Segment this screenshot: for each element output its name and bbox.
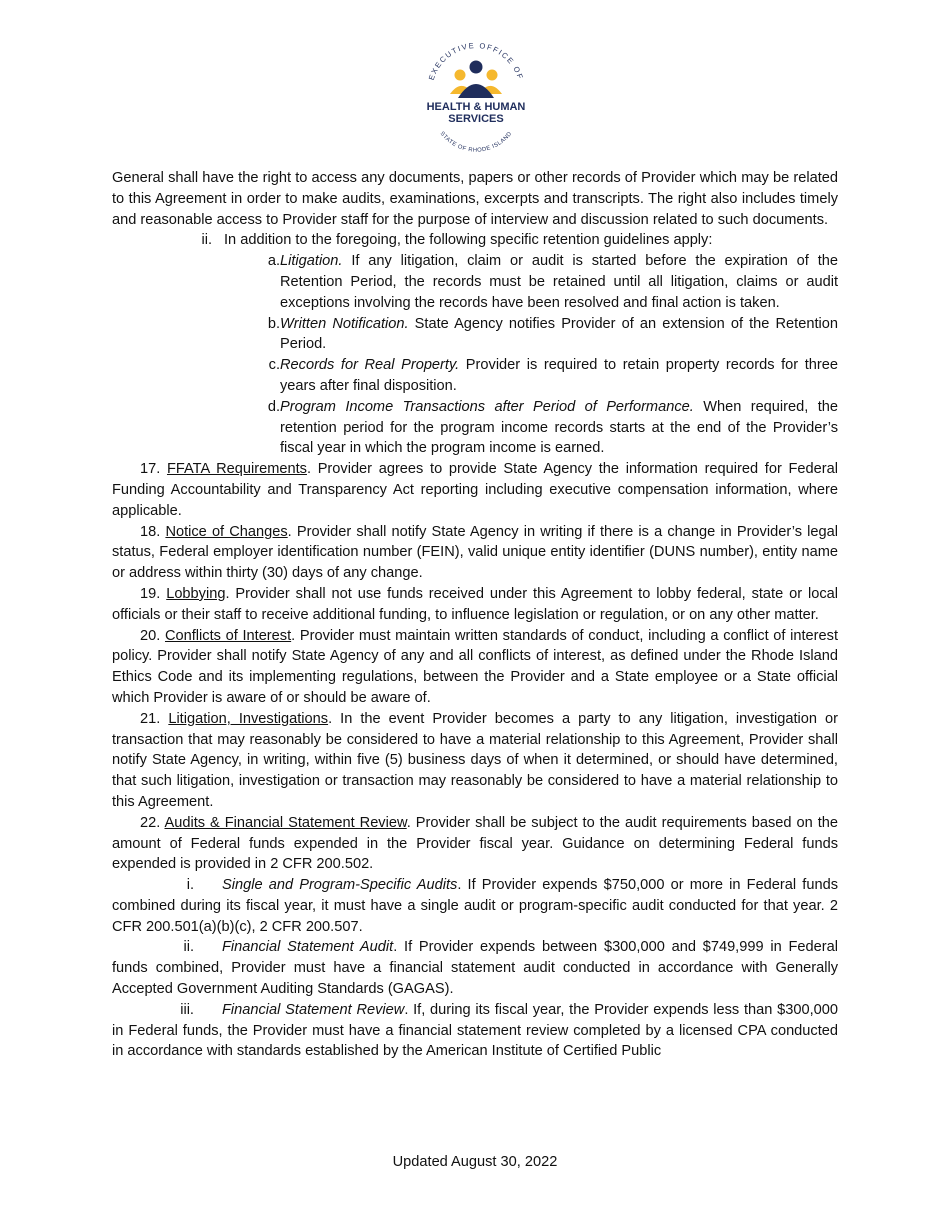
- subsection-text: In addition to the foregoing, the following specific retention guidelines apply:: [224, 232, 713, 249]
- item-text: State Agency notifies Provider of an extension of the Retention Period.: [280, 315, 838, 353]
- footer-updated-date: Updated August 30, 2022: [392, 1154, 558, 1170]
- subsection-ii: [112, 230, 838, 251]
- paragraph-intro: General shall have the right to access any documents, papers or other records of Provider which may be related to this Agreement in order to make audits, examinations, excerpts and transcripts. The right also includes timely and reasonable access to Provider staff for the purpose of interview and discussion related to such documents.: [112, 170, 838, 228]
- section-title: Audits & Financial Statement Review: [164, 814, 407, 831]
- item-title: Program Income Transactions after Period of Performance.: [280, 398, 694, 415]
- section-text: . Provider shall be subject to the audit requirements based on the amount of Federal funds expended in the Provider fiscal year. Guidance on determining Federal funds expended is provided in 2 CFR 200.502.: [112, 814, 839, 873]
- subsection-title: Financial Statement Audit: [222, 939, 394, 956]
- item-letter: c.: [268, 357, 280, 374]
- item-title: Written Notification.: [280, 315, 409, 332]
- item-text: When required, the retention period for the program income records starts at the end of the Provider’s fiscal year in which the program income is earned.: [280, 398, 838, 457]
- section-text: . Provider must maintain written standards of conduct, including a conflict of interest policy. Provider shall notify State Agency of any and all conflicts of interest, as defined under the Rhode Island Ethics Code and its implementing regulations, between the Provider and a State employee or a State official which Provider is aware of or should be aware of.: [112, 627, 838, 706]
- item-c: [112, 355, 838, 397]
- item-letter: d.: [267, 398, 280, 415]
- roman-number: ii.: [183, 939, 194, 956]
- item-title: Litigation.: [280, 253, 343, 270]
- section-number: 22.: [140, 814, 161, 831]
- section-number: 21.: [140, 710, 161, 727]
- document-body: [112, 168, 838, 1062]
- roman-number: ii.: [201, 232, 212, 249]
- section-text: . Provider agrees to provide State Agency the information required for Federal Funding Accountability and Transparency Act reporting including executive compensation information, where applicable.: [112, 461, 838, 519]
- logo-line1: HEALTH & HUMAN: [426, 101, 526, 113]
- item-text: Provider is required to retain property records for three years after final disposition.: [280, 357, 838, 394]
- item-d: [112, 397, 838, 459]
- logo-line2: SERVICES: [448, 113, 504, 125]
- section-text: . In the event Provider becomes a party to any litigation, investigation or transaction that may reasonably be considered to have a material relationship to this Agreement, Provider shall notify State Agency, in writing, within five (5) business days of when it determined, or should have determined, that such litigation, investigation or transaction may reasonably be considered to have a material relationship to this Agreement.: [112, 710, 839, 810]
- section-number: 17.: [140, 461, 161, 478]
- item-b: [112, 314, 838, 356]
- logo-ring-text: EXECUTIVE OFFICE OF: [426, 42, 526, 82]
- item-letter: a.: [267, 253, 280, 270]
- item-text: If any litigation, claim or audit is started before the expiration of the Retention Period, the records must be retained until all litigation, claims or audit exceptions involving the records have been resolved and final action is taken.: [280, 253, 838, 311]
- svg-text:STATE OF RHODE ISLAND: [439, 131, 514, 152]
- subsection-title: Financial Statement Review: [222, 1001, 405, 1018]
- section-17: [112, 459, 838, 521]
- subsection-text: . If, during its fiscal year, the Provider expends less than $300,000 in Federal funds, the Provider must have a financial statement review completed by a licensed CPA conducted in accordance with standards established by the American Institute of Certified Public: [112, 1001, 838, 1060]
- section-title: Lobbying: [166, 585, 226, 602]
- subsection-text: . If Provider expends $750,000 or more in Federal funds combined during its fiscal year, it must have a single audit or program-specific audit conducted for that year. 2 CFR 200.501(a)(b)(c), 2 CFR 200.507.: [112, 877, 838, 935]
- section-18: [112, 522, 838, 584]
- item-title: Records for Real Property.: [280, 357, 460, 374]
- section-21: [112, 709, 838, 813]
- section-text: . Provider shall notify State Agency in writing if there is a change in Provider’s legal status, Federal employer identification number (FEIN), valid unique entity identifier (DUNS number), entity name or address within thirty (30) days of any change.: [112, 523, 838, 582]
- eohhs-logo: [414, 42, 538, 152]
- logo-bottom-text: STATE OF RHODE ISLAND: [438, 130, 514, 152]
- section-title: Litigation, Investigations: [168, 710, 329, 727]
- item-letter: b.: [267, 315, 280, 332]
- subsection-title: Single and Program-Specific Audits: [222, 877, 458, 894]
- item-a: [112, 251, 838, 313]
- subsection-iii: [112, 1000, 838, 1062]
- section-title: Conflicts of Interest: [164, 627, 292, 644]
- section-19: [112, 584, 838, 626]
- roman-number: i.: [186, 877, 194, 894]
- subsection-text: . If Provider expends between $300,000 and $749,999 in Federal funds combined, Provider must have a financial statement audit conducted in accordance with Generally Accepted Government Auditing Standards (GAGAS).: [112, 939, 838, 998]
- subsection-i: [112, 875, 838, 937]
- section-22: [112, 813, 838, 875]
- section-20: [112, 626, 838, 709]
- section-number: 20.: [140, 627, 161, 644]
- section-title: Notice of Changes: [165, 523, 288, 540]
- section-number: 19.: [140, 585, 161, 602]
- section-number: 18.: [140, 523, 161, 540]
- subsection-ii-audit: [112, 937, 838, 999]
- section-text: . Provider shall not use funds received under this Agreement to lobby federal, state or local officials or their staff to receive additional funding, to influence legislation or regulation, or on any other matter.: [112, 585, 838, 623]
- section-title: FFATA Requirements: [166, 461, 307, 478]
- roman-number: iii.: [180, 1001, 194, 1018]
